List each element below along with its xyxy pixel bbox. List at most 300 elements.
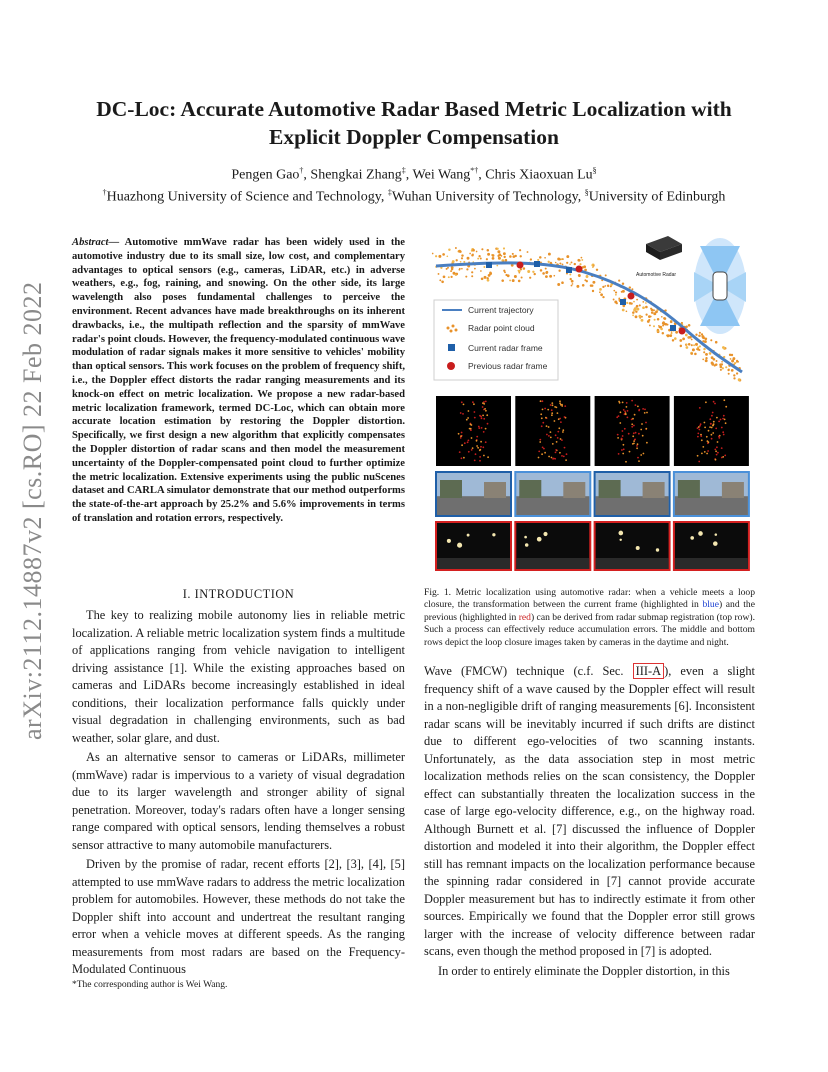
submap-dot <box>550 431 552 433</box>
submap-dot <box>716 417 718 419</box>
submap-dot <box>618 453 620 455</box>
building-shape <box>599 480 621 498</box>
road-surface <box>596 558 669 569</box>
point-cloud-dot <box>577 259 580 262</box>
point-cloud-dot <box>661 316 663 318</box>
point-cloud-dot <box>561 281 564 284</box>
point-cloud-dot <box>569 274 571 276</box>
submap-dot <box>699 425 701 427</box>
point-cloud-dot <box>503 270 505 272</box>
figure-legend <box>434 300 558 380</box>
radar-submap-image <box>515 396 590 466</box>
paragraph: The key to realizing mobile autonomy lies in reliable metric localization. A reliable metric localization system finds a multitude of applications ranging from vehicle navigation to intelligent driving assistance [1]. While the existing approaches based on cameras and LiDARs become increasingly established in ideal conditions, their localization performance falls quickly under visual degradation in challenging environments, such as bad weather, solar glare, and dust. <box>72 608 405 745</box>
point-cloud-dot <box>523 267 526 270</box>
submap-dot <box>460 437 462 439</box>
point-cloud-dot <box>448 276 450 278</box>
point-cloud-dot <box>463 261 465 263</box>
submap-dot <box>564 416 566 418</box>
submap-dot <box>538 457 540 459</box>
submap-dot <box>480 416 482 418</box>
submap-dot <box>470 424 472 426</box>
author-name: Pengen Gao <box>231 167 300 183</box>
submap-dot <box>462 413 464 415</box>
legend-label: Current trajectory <box>468 305 534 315</box>
point-cloud-dot <box>487 249 490 252</box>
point-cloud-dot <box>529 277 531 279</box>
point-cloud-dot <box>570 278 572 280</box>
submap-dot <box>634 439 636 441</box>
point-cloud-dot <box>629 302 632 305</box>
point-cloud-dot <box>455 274 457 276</box>
point-cloud-dot <box>602 286 604 288</box>
submap-dot <box>618 415 620 417</box>
submap-dot <box>623 409 625 411</box>
point-cloud-dot <box>459 268 461 270</box>
submap-dot <box>545 417 547 419</box>
point-cloud-dot <box>672 339 674 341</box>
submap-dot <box>468 410 470 412</box>
submap-dot <box>543 448 545 450</box>
submap-dot <box>629 451 631 453</box>
point-cloud-dot <box>682 338 685 341</box>
point-cloud-dot <box>545 275 548 278</box>
point-cloud-dot <box>669 334 672 337</box>
point-cloud-dot <box>466 268 468 270</box>
point-cloud-dot <box>496 248 498 250</box>
point-cloud-dot <box>602 296 604 298</box>
submap-dot <box>720 419 722 421</box>
submap-dot <box>714 403 716 405</box>
author-line: Pengen Gao†, Shengkai Zhang‡, Wei Wang*†, Chris Xiaoxuan Lu§ <box>231 166 597 183</box>
affil-mark: § <box>584 188 589 197</box>
submap-dot <box>558 418 560 420</box>
point-cloud-dot <box>555 262 557 264</box>
submap-dot <box>478 427 480 429</box>
submap-dot <box>617 437 619 439</box>
point-cloud-dot <box>705 353 708 356</box>
submap-dot <box>638 410 640 412</box>
submap-dot <box>641 423 643 425</box>
street-light <box>457 543 462 548</box>
author-name: Shengkai Zhang <box>310 167 402 183</box>
submap-dot <box>713 421 715 423</box>
point-cloud-dot <box>471 271 473 273</box>
submap-dot <box>622 430 624 432</box>
point-cloud-dot <box>498 253 501 256</box>
submap-dot <box>559 400 561 402</box>
submap-dot <box>472 447 474 449</box>
point-cloud-dot <box>456 259 458 261</box>
submap-dot <box>701 439 703 441</box>
submap-dot <box>481 427 483 429</box>
street-light <box>690 536 694 540</box>
point-cloud-dot <box>450 276 452 278</box>
point-cloud-dot <box>622 283 624 285</box>
submap-dot <box>705 401 707 403</box>
submap-dot <box>542 400 544 402</box>
trajectory-map <box>424 232 755 384</box>
point-cloud-dot <box>566 262 568 264</box>
submap-dot <box>554 458 556 460</box>
point-cloud-dot <box>571 261 573 263</box>
submap-dot <box>560 438 562 440</box>
point-cloud-dot <box>727 369 729 371</box>
submap-dot <box>722 418 724 420</box>
submap-dot <box>628 433 630 435</box>
point-cloud-dot <box>474 268 476 270</box>
point-cloud-dot <box>518 270 521 273</box>
point-cloud-dot <box>512 279 515 282</box>
paragraph: Driven by the promise of radar, recent efforts [2], [3], [4], [5] attempted to use mmWave radars to address the metric localization problem for automobiles. However, these methods do not take the Doppler shift into account and undertreat the resultant ranging error when a vehicle moves at different speeds. As the ranging measurements from most radars are based on the Frequency-Modulated Continuous <box>72 857 405 976</box>
submap-dot <box>638 433 640 435</box>
point-cloud-dot <box>715 341 717 343</box>
submap-dot <box>469 428 471 430</box>
submap-dot <box>541 425 543 427</box>
submap-dot <box>468 451 470 453</box>
point-cloud-dot <box>441 281 444 284</box>
point-cloud-dot <box>722 367 724 369</box>
point-cloud-dot <box>432 253 434 255</box>
point-cloud-dot <box>679 339 682 342</box>
submap-dot <box>485 441 487 443</box>
submap-dot <box>552 458 554 460</box>
submap-dot <box>711 438 713 440</box>
street-light <box>713 541 718 546</box>
paragraph-text: Wave (FMCW) technique (c.f. Sec. <box>424 664 633 678</box>
point-cloud-dot <box>686 346 689 349</box>
street-light <box>698 531 703 536</box>
point-cloud-dot <box>439 279 441 281</box>
caption-text: ) and the previous (highlighted in <box>424 599 755 623</box>
submap-dot <box>715 459 717 461</box>
street-light <box>447 539 451 543</box>
submap-dot <box>645 428 647 430</box>
point-cloud-dot <box>731 360 734 363</box>
submap-dot <box>632 418 634 420</box>
submap-dot <box>486 414 488 416</box>
point-cloud-dot <box>574 263 576 265</box>
submap-dot <box>722 431 724 433</box>
point-cloud-dot <box>484 276 487 279</box>
submap-dot <box>556 441 558 443</box>
point-cloud-dot <box>721 361 723 363</box>
submap-dot <box>718 436 720 438</box>
submap-dot <box>638 460 640 462</box>
point-cloud-dot <box>492 254 495 257</box>
point-cloud-dot <box>509 279 511 281</box>
submap-dot <box>458 433 460 435</box>
submap-dot <box>484 408 486 410</box>
point-cloud-dot <box>722 346 725 349</box>
submap-dot <box>547 409 549 411</box>
point-cloud-dot <box>576 285 579 288</box>
submap-dot <box>564 405 566 407</box>
submap-dot <box>644 409 646 411</box>
point-cloud-dot <box>534 273 536 275</box>
submap-dot <box>551 409 553 411</box>
road-surface <box>596 496 669 515</box>
submap-dot <box>550 437 552 439</box>
point-cloud-dot <box>471 275 473 277</box>
submap-dot <box>622 435 624 437</box>
point-cloud-dot <box>734 362 736 364</box>
point-cloud-dot <box>599 291 601 293</box>
submap-dot <box>471 437 473 439</box>
affil-mark: † <box>102 188 107 197</box>
point-cloud-dot <box>545 271 548 274</box>
submap-dot <box>559 402 561 404</box>
point-cloud-dot <box>671 332 673 334</box>
submap-dot <box>544 452 546 454</box>
building-shape <box>643 482 665 498</box>
submap-dot <box>483 403 485 405</box>
submap-dot <box>483 431 485 433</box>
point-cloud-dot <box>446 255 448 257</box>
submap-dot <box>635 432 637 434</box>
point-cloud-dot <box>592 281 595 284</box>
point-cloud-dot <box>501 279 504 282</box>
submap-dot <box>557 431 559 433</box>
submap-dot <box>460 412 462 414</box>
point-cloud-dot <box>636 308 639 311</box>
submap-dot <box>546 434 548 436</box>
point-cloud-dot <box>448 248 450 250</box>
paragraph-text: ), even a slight frequency shift of a wave caused by the Doppler effect will result in a non-negligible drift of ranging measurements [6]. Inconsistent radar scans will be inevitably incurred if such drifts are distinct due to different ego-velocities of two scanning instants. Unfortunately, as the data association step in most metric localization methods relies on the scan consistency, the Doppler effect can substantially threaten the localization success in the case of large ego-velocity difference, e.g., on the highway road. Although Burnett et al. [7] discussed the influence of Doppler distortion and modeled it into their algorithm, the Doppler effect still has remnant impacts on the localization performance because the spinning radar considered in [7] cannot provide accurate Doppler measurement but has to indirectly estimate it from other sources. Empirically we found that the Doppler error still grows larger with the increase of velocity difference between radar scans, even though the method proposed in [7] is adopted. <box>424 664 756 958</box>
point-cloud-dot <box>476 251 478 253</box>
road-surface <box>516 558 589 569</box>
point-cloud-dot <box>655 310 658 313</box>
submap-dot <box>697 436 699 438</box>
radar-submap-image <box>595 396 670 466</box>
point-cloud-dot <box>686 343 688 345</box>
submap-dot <box>540 413 542 415</box>
point-cloud-dot <box>496 265 498 267</box>
submap-dot <box>566 453 568 455</box>
point-cloud-dot <box>685 334 688 337</box>
point-cloud-dot <box>641 319 644 322</box>
point-cloud-dot <box>438 273 440 275</box>
street-light <box>636 546 640 550</box>
submap-dot <box>471 449 473 451</box>
caption-blue-word: blue <box>702 599 719 611</box>
abstract-text: — Automotive mmWave radar has been widely used in the automotive industry due to its small size, low cost, and complementary advantages to optical sensors (e.g., cameras, LiDAR, etc.) in adverse weathers, e.g., fog, raining, and snowing. On the other side, its large wavelength also poses fundamental challenges to perceive the environment. Recent advances have made breakthroughs on its inherent drawbacks, i.e., the multipath reflection and the sparsity of mmWave radar's point clouds. However, the frequency-modulated continuous wave modulation of radar signals makes it more sensitive to vehicles' mobility than optical sensors. This work focuses on the problem of frequency shift, i.e., the Doppler effect distorts the radar ranging measurements and its knock-on effect on metric localization. We propose a new radar-based metric localization framework, termed DC-Loc, which can obtain more accurate location estimation by restoring the Doppler distortion. Specifically, we first design a new algorithm that explicitly compensates the Doppler distortion of radar scans and then model the measurement uncertainty of the Doppler-compensated point cloud to further optimize the metric localization. Extensive experiments using the public nuScenes dataset and CARLA simulator demonstrate that our method outperforms the state-of-the-art approach by 25.2% and 5.6% improvements in terms of translation and rotation errors, respectively. <box>72 237 405 524</box>
point-cloud-dot <box>636 299 638 301</box>
point-cloud-dot <box>498 257 501 260</box>
point-cloud-dot <box>670 320 673 323</box>
radar-submap-image <box>436 396 511 466</box>
submap-dot <box>554 406 556 408</box>
point-cloud-dot <box>662 321 665 324</box>
point-cloud-dot <box>626 302 628 304</box>
submap-dot <box>461 432 463 434</box>
point-cloud-dot <box>503 247 505 249</box>
submap-dot <box>642 408 644 410</box>
point-cloud-dot <box>688 324 691 327</box>
submap-dot <box>632 435 634 437</box>
right-body <box>424 663 755 982</box>
point-cloud-dot <box>581 259 583 261</box>
submap-dot <box>551 402 553 404</box>
radar-submap-row <box>436 396 749 466</box>
point-cloud-dot <box>591 264 593 266</box>
street-light <box>537 537 542 542</box>
submap-dot <box>474 417 476 419</box>
point-cloud-dot <box>569 263 571 265</box>
point-cloud-dot <box>600 293 603 296</box>
left-body <box>72 607 405 981</box>
submap-dot <box>548 456 550 458</box>
point-cloud-dot <box>642 306 645 309</box>
submap-dot <box>633 432 635 434</box>
point-cloud-dot <box>545 268 547 270</box>
point-cloud-dot <box>581 257 583 259</box>
point-cloud-dot <box>605 274 607 276</box>
point-cloud-dot <box>478 255 480 257</box>
point-cloud-dot <box>438 255 441 258</box>
submap-dot <box>716 446 718 448</box>
abstract-lead: Abstract <box>72 237 109 248</box>
legend-label: Current radar frame <box>468 343 543 353</box>
submap-dot <box>477 447 479 449</box>
submap-dot <box>476 440 478 442</box>
point-cloud-dot <box>662 325 664 327</box>
point-cloud-dot <box>647 320 650 323</box>
submap-dot <box>483 455 485 457</box>
point-cloud-dot <box>705 357 707 359</box>
point-cloud-dot <box>675 331 678 334</box>
point-cloud-dot <box>695 343 698 346</box>
point-cloud-dot <box>613 299 615 301</box>
point-cloud-dot <box>544 257 546 259</box>
point-cloud-dot <box>731 369 734 372</box>
submap-dot <box>464 442 466 444</box>
point-cloud-dot <box>450 270 452 272</box>
submap-dot <box>623 444 625 446</box>
point-cloud-dot <box>571 285 573 287</box>
submap-dot <box>624 411 626 413</box>
affiliation: Wuhan University of Technology, <box>391 189 585 205</box>
submap-dot <box>482 415 484 417</box>
submap-dot <box>700 423 702 425</box>
submap-dot <box>625 413 627 415</box>
point-cloud-dot <box>492 257 495 260</box>
point-cloud-dot <box>720 369 722 371</box>
point-cloud-dot <box>539 256 542 259</box>
point-cloud-dot <box>530 258 532 260</box>
point-cloud-dot <box>705 359 708 362</box>
point-cloud-dot <box>514 275 517 278</box>
point-cloud-dot <box>711 362 714 365</box>
point-cloud-dot <box>460 261 462 263</box>
affiliation: University of Edinburgh <box>588 189 726 205</box>
submap-dot <box>461 444 463 446</box>
submap-dot <box>713 423 715 425</box>
street-light <box>619 539 621 541</box>
submap-dot <box>559 452 561 454</box>
submap-dot <box>618 401 620 403</box>
submap-dot <box>475 453 477 455</box>
submap-dot <box>636 447 638 449</box>
point-cloud-dot <box>549 275 552 278</box>
submap-dot <box>643 453 645 455</box>
submap-dot <box>474 460 476 462</box>
street-light <box>525 543 529 547</box>
point-cloud-dot <box>505 274 507 276</box>
point-cloud-dot <box>736 372 738 374</box>
point-cloud-dot <box>599 288 602 291</box>
submap-dot <box>476 436 478 438</box>
submap-dot <box>562 429 564 431</box>
submap-dot <box>467 441 469 443</box>
submap-dot <box>709 426 711 428</box>
submap-dot <box>563 456 565 458</box>
submap-dot <box>552 404 554 406</box>
point-cloud-dot <box>615 291 617 293</box>
point-cloud-dot <box>566 255 569 258</box>
point-cloud-dot <box>657 329 659 331</box>
legend-label: Radar point cloud <box>468 323 535 333</box>
point-cloud-dot <box>622 309 625 312</box>
point-cloud-dot <box>649 324 651 326</box>
submap-dot <box>646 442 648 444</box>
footnote: *The corresponding author is Wei Wang. <box>72 980 228 990</box>
submap-dot <box>541 453 543 455</box>
point-cloud-dot <box>504 256 506 258</box>
author-name: Wei Wang <box>412 167 471 183</box>
submap-dot <box>627 417 629 419</box>
submap-dot <box>470 429 472 431</box>
submap-dot <box>466 419 468 421</box>
point-cloud-dot <box>465 276 467 278</box>
submap-dot <box>713 401 715 403</box>
point-cloud-dot <box>467 257 470 260</box>
submap-dot <box>725 406 727 408</box>
affil-mark: ‡ <box>387 188 392 197</box>
submap-dot <box>646 412 648 414</box>
abstract <box>72 236 405 526</box>
section-reference-link[interactable]: III-A <box>633 663 664 679</box>
submap-dot <box>721 427 723 429</box>
submap-dot <box>625 461 627 463</box>
point-cloud-dot <box>638 315 641 318</box>
submap-dot <box>701 453 703 455</box>
point-cloud-dot <box>447 267 449 269</box>
point-cloud-dot <box>435 255 437 257</box>
road-surface <box>675 496 748 515</box>
point-cloud-dot <box>471 254 474 257</box>
point-cloud-dot <box>537 259 539 261</box>
submap-dot <box>712 432 714 434</box>
point-cloud-dot <box>571 280 574 283</box>
point-cloud-dot <box>645 302 647 304</box>
point-cloud-dot <box>618 280 620 282</box>
submap-dot <box>704 422 706 424</box>
submap-dot <box>463 404 465 406</box>
point-cloud-dot <box>461 268 463 270</box>
submap-dot <box>697 455 699 457</box>
point-cloud-dot <box>451 266 454 269</box>
submap-dot <box>637 457 639 459</box>
submap-dot <box>620 411 622 413</box>
point-cloud-dot <box>607 286 609 288</box>
submap-dot <box>482 406 484 408</box>
author-mark: *† <box>470 166 479 175</box>
submap-dot <box>723 399 725 401</box>
point-cloud-dot <box>613 290 615 292</box>
point-cloud-dot <box>731 354 733 356</box>
submap-dot <box>700 435 702 437</box>
author-name: Chris Xiaoxuan Lu <box>485 167 593 183</box>
